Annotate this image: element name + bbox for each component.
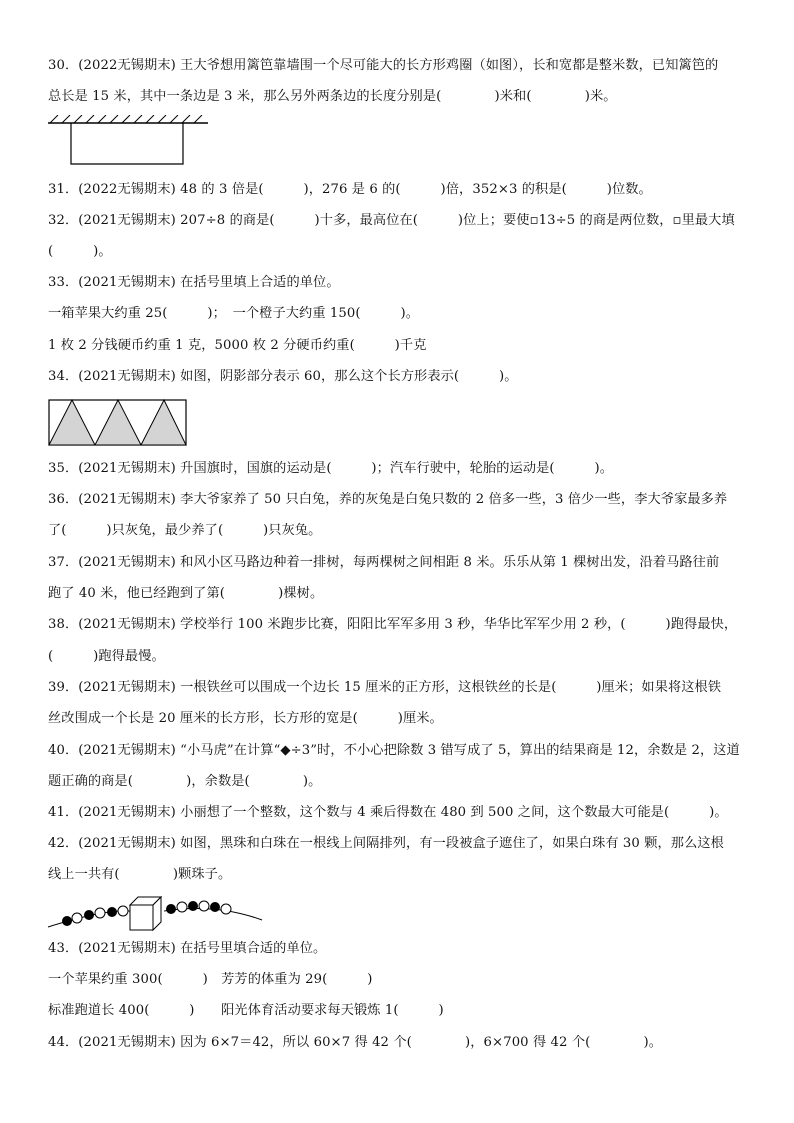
q30-line1: 30．(2022无锡期末) 王大爷想用篱笆靠墙围一个尽可能大的长方形鸡圈（如图），长和宽都是整米数，已知篱笆的 [48,58,719,73]
q36-line2: 了( )只灰兔，最少养了( )只灰兔。 [48,523,322,538]
q30-line2: 总长是 15 米，其中一条边是 3 米，那么另外两条边的长度分别是( )米和( )米。 [48,89,617,104]
q43-line2: 一个苹果约重 300( ) 芳芳的体重为 29( ) [48,972,373,987]
q38-line2: ( )跑得最慢。 [48,649,165,664]
q40-line2: 题正确的商是( )，余数是( )。 [48,774,322,789]
q36-line1: 36．(2021无锡期末) 李大爷家养了 50 只白兔，养的灰兔是白兔只数的 2 倍多一些，3 倍少一些，李大爷家最多养 [48,492,728,507]
q39-line1: 39．(2021无锡期末) 一根铁丝可以围成一个边长 15 厘米的正方形，这根铁丝的长是( )厘米；如果将这根铁 [48,680,722,695]
q40-line1: 40．(2021无锡期末) “小马虎”在计算“◆÷3”时，不小心把除数 3 错写成了 5，算出的结果商是 12，余数是 2，这道 [48,743,740,758]
beads-figure [46,893,266,933]
q38-line1: 38．(2021无锡期末) 学校举行 100 米跑步比赛，阳阳比军军多用 3 秒，华华比军军少用 2 秒，( )跑得最快， [48,617,738,632]
q39-line2: 丝改围成一个长是 20 厘米的长方形，长方形的宽是( )厘米。 [48,711,443,726]
q35-line1: 35．(2021无锡期末) 升国旗时，国旗的运动是( )；汽车行驶中，轮胎的运动是( )。 [48,461,614,476]
q41-line1: 41．(2021无锡期末) 小丽想了一个整数，这个数与 4 乘后得数在 480 到 500 之间，这个数最大可能是( )。 [48,805,728,820]
q33-line3: 1 枚 2 分钱硬币约重 1 克，5000 枚 2 分硬币约重( )千克 [48,338,427,353]
q32-line2: ( )。 [48,244,112,259]
triangles-rectangle-figure [48,399,188,447]
q34-line1: 34．(2021无锡期末) 如图，阴影部分表示 60，那么这个长方形表示( )。 [48,369,518,384]
q37-line2: 跑了 40 米，他已经跑到了第( )棵树。 [48,586,324,601]
q33-line1: 33．(2021无锡期末) 在括号里填上合适的单位。 [48,275,340,290]
q32-line1: 32．(2021无锡期末) 207÷8 的商是( )十多，最高位在( )位上；要使▫13÷5 的商是两位数，▫里最大填 [48,213,735,228]
fence-figure [48,115,210,167]
q43-line3: 标准跑道长 400( ) 阳光体育活动要求每天锻炼 1( ) [48,1003,444,1018]
q37-line1: 37．(2021无锡期末) 和风小区马路边种着一排树，每两棵树之间相距 8 米。乐乐从第 1 棵树出发，沿着马路往前 [48,555,720,570]
q42-line1: 42．(2021无锡期末) 如图，黑珠和白珠在一根线上间隔排列，有一段被盒子遮住了，如果白珠有 30 颗，那么这根 [48,836,724,851]
q42-line2: 线上一共有( )颗珠子。 [48,867,232,882]
q33-line2: 一箱苹果大约重 25( )； 一个橙子大约重 150( )。 [48,306,420,321]
q31-line1: 31．(2022无锡期末) 48 的 3 倍是( )，276 是 6 的( )倍，352×3 的积是( )位数。 [48,182,652,197]
q43-line1: 43．(2021无锡期末) 在括号里填合适的单位。 [48,941,327,956]
q44-line1: 44．(2021无锡期末) 因为 6×7＝42，所以 60×7 得 42 个( )，6×700 得 42 个( )。 [48,1035,663,1050]
